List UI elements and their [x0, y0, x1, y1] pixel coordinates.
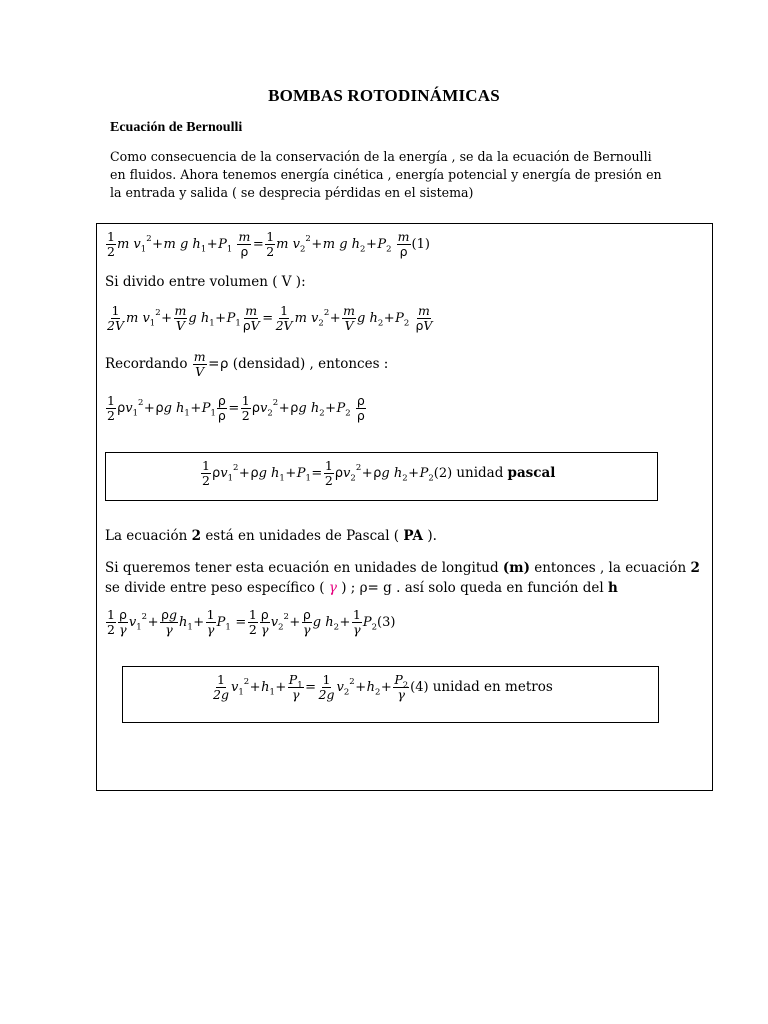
- recordando-line: Recordando $\frac{m}{V}$ =ρ (densidad) , entonces :: [105, 349, 389, 379]
- density-label: (densidad) , entonces :: [232, 355, 389, 372]
- unit-pascal-word: pascal: [507, 464, 556, 481]
- unit-meters: unidad en metros: [432, 678, 553, 695]
- equation-4: $\frac{1}{2g}$ $v_1^2+h_1+$ $\frac{P_1}{\gamma}$ = $\frac{1}{2g}$ $v_2^2+h_2+$ $\frac{P_2}{\gamma}$ (4) unidad en metros: [213, 672, 553, 702]
- para-length-text-c: se divide entre peso específico (: [105, 580, 325, 596]
- para-eq2-text-c: ).: [427, 528, 437, 544]
- para-eq2-text-a: La ecuación: [105, 528, 188, 544]
- equation-2-box: [105, 452, 658, 501]
- section-heading: Ecuación de Bernoulli: [110, 120, 243, 135]
- paragraph-eq2-units: [105, 528, 437, 544]
- equation-4-box: [122, 666, 659, 723]
- recordando-label: Recordando: [105, 355, 188, 372]
- gamma-symbol: γ: [328, 580, 337, 596]
- equation-number-4: (4): [410, 680, 429, 695]
- equations-box: [96, 223, 713, 791]
- equation-3: $\frac{1}{2}$ $\frac{\rho}{\gamma}$ $v_1^2+$ $\frac{\rho g}{\gamma}$ $h_1+$ $\frac{1}{\gamma}$ $P_1$ = $\frac{1}{2}$ $\frac{\rho}{\gamma}$ $v_2^2+$ $\frac{\rho}{\gamma}$ g $h_2+$ $\frac{1}{\gamma}$ $P_2(3)$: [107, 607, 396, 637]
- para-length-text-d: ) ; ρ=: [341, 580, 379, 596]
- para-eq2-number: 2: [191, 528, 202, 544]
- equation-number-2: (2): [433, 466, 453, 481]
- equation-2: $\frac{1}{2}$ $\rho v_1^2+\rho g$ $h_1+P_1=$ $\frac{1}{2}$ $\rho v_2^2+\rho g$ $h_2+P_2(2)$ unidad pascal: [202, 458, 556, 488]
- page-title: BOMBAS ROTODINÁMICAS: [268, 86, 500, 105]
- equation-1: $\frac{1}{2}$ m $v_1^2+m$ g $h_1+P_1$ $\frac{m}{\rho}$ = $\frac{1}{2}$ m $v_2^2+m$ g $h_2+P_2$ $\frac{m}{\rho}$ (1): [107, 229, 430, 259]
- intro-paragraph: Como consecuencia de la conservación de la energía , se da la ecuación de Bernoulli en fluidos. Ahora tenemos energía cinética , energía potencial y energía de presión en la entrada y salida ( se desprecia pérdidas en el sistema): [110, 149, 662, 200]
- para-eq2-pa: PA: [403, 528, 424, 544]
- para-length-number: 2: [690, 560, 700, 576]
- paragraph-length-units: [105, 558, 705, 598]
- text-divide-volume: Si divido entre volumen ( V ):: [105, 274, 306, 290]
- equation-divided-by-volume: $\frac{1}{2V}$ m $v_1^2+$ $\frac{m}{V}$ g $h_1+P_1$ $\frac{m}{\rho V}$ = $\frac{1}{2V}$ m $v_2^2+$ $\frac{m}{V}$ g $h_2+P_2$ $\frac{m}{\rho V}$: [107, 303, 433, 333]
- unit-pascal-prefix: unidad: [456, 464, 504, 481]
- para-eq2-text-b: está en unidades de Pascal (: [205, 528, 400, 544]
- para-length-text-b: entonces , la ecuación: [534, 560, 687, 576]
- para-length-text-e: g . así solo queda en función del: [383, 580, 604, 596]
- equation-number-3: (3): [377, 615, 396, 630]
- equation-with-density: $\frac{1}{2}$ $\rho v_1^2+\rho g$ $h_1+P_1$ $\frac{\rho}{\rho}$ = $\frac{1}{2}$ $\rho v_2^2+\rho g$ $h_2+P_2$ $\frac{\rho}{\rho}$: [107, 393, 365, 423]
- para-length-text-a: Si queremos tener esta ecuación en unidades de longitud: [105, 560, 499, 576]
- para-length-m: (m): [502, 560, 530, 576]
- equation-number-1: (1): [411, 237, 430, 252]
- para-length-h: h: [607, 580, 618, 596]
